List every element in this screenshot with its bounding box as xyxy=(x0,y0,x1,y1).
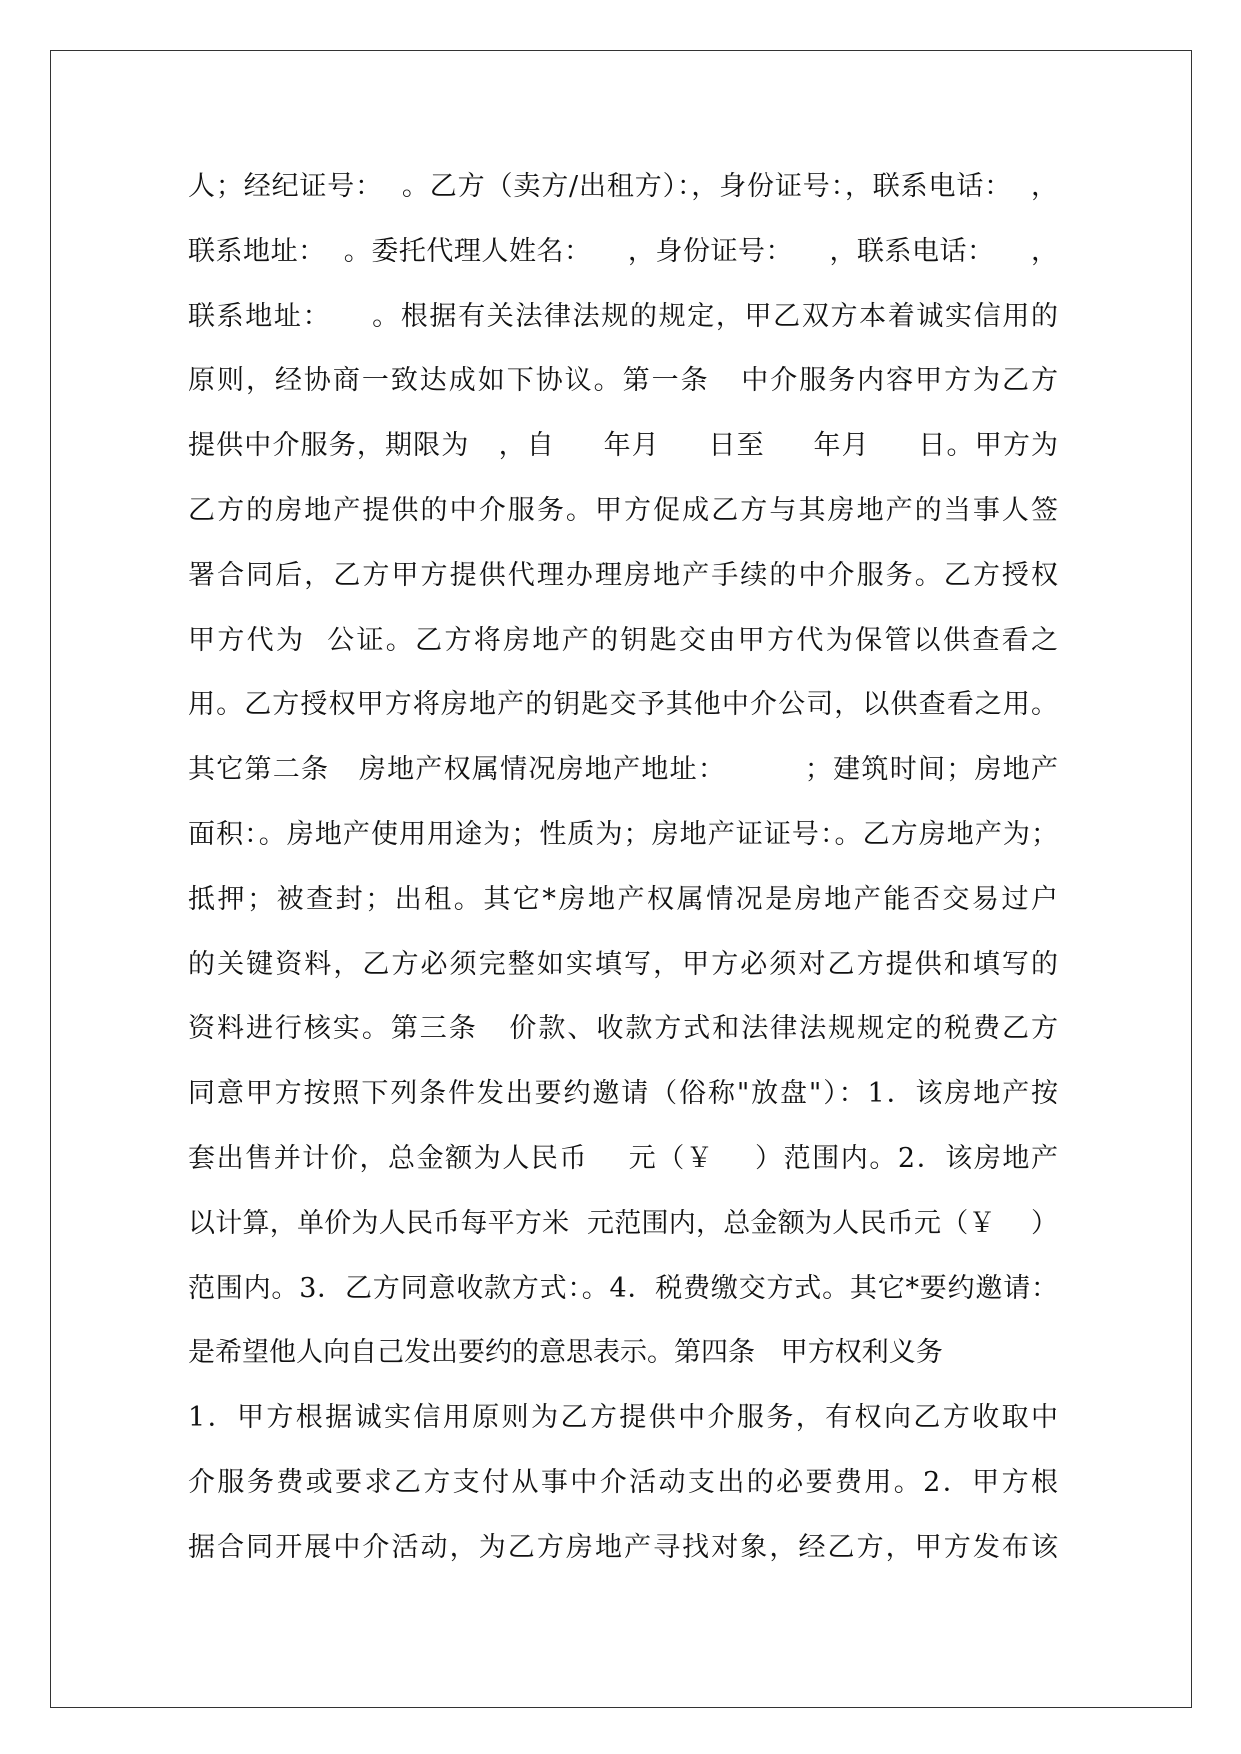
text-line: 提供中介服务，期限为 ，自 年月 日至 年月 日。甲方为 xyxy=(188,430,1058,462)
text-line: 范围内。3．乙方同意收款方式：。4．税费缴交方式。其它*要约邀请： xyxy=(188,1272,1058,1304)
text-line: 资料进行核实。第三条 价款、收款方式和法律法规规定的税费乙方 xyxy=(188,1013,1058,1045)
text-line: 联系地址： 。委托代理人姓名： ，身份证号： ，联系电话： ， xyxy=(188,235,1058,267)
text-line: 的关键资料，乙方必须完整如实填写，甲方必须对乙方提供和填写的 xyxy=(188,948,1058,980)
document-body xyxy=(188,155,1058,1581)
text-line: 同意甲方按照下列条件发出要约邀请（俗称"放盘"）：1．该房地产按 xyxy=(188,1078,1058,1110)
text-line: 联系地址： 。根据有关法律法规的规定，甲乙双方本着诚实信用的 xyxy=(188,300,1058,332)
text-line: 其它第二条 房地产权属情况房地产地址： ；建筑时间；房地产 xyxy=(188,754,1058,786)
text-line: 署合同后，乙方甲方提供代理办理房地产手续的中介服务。乙方授权 xyxy=(188,559,1058,591)
text-line: 据合同开展中介活动，为乙方房地产寻找对象，经乙方，甲方发布该 xyxy=(188,1531,1058,1563)
text-line: 套出售并计价，总金额为人民币 元（￥ ）范围内。2．该房地产 xyxy=(188,1142,1058,1174)
text-line: 原则，经协商一致达成如下协议。第一条 中介服务内容甲方为乙方 xyxy=(188,365,1058,397)
text-line: 是希望他人向自己发出要约的意思表示。第四条 甲方权利义务 xyxy=(188,1337,943,1369)
text-line: 用。乙方授权甲方将房地产的钥匙交予其他中介公司，以供查看之用。 xyxy=(188,689,1058,721)
text-line: 人；经纪证号： 。乙方（卖方/出租方）：，身份证号：，联系电话： ， xyxy=(188,171,1058,202)
text-line: 甲方代为 公证。乙方将房地产的钥匙交由甲方代为保管以供查看之 xyxy=(188,624,1058,656)
text-line: 1．甲方根据诚实信用原则为乙方提供中介服务，有权向乙方收取中 xyxy=(188,1402,1058,1434)
text-line: 介服务费或要求乙方支付从事中介活动支出的必要费用。2．甲方根 xyxy=(188,1466,1058,1498)
text-line: 抵押；被查封；出租。其它*房地产权属情况是房地产能否交易过户 xyxy=(188,883,1058,915)
text-line: 以计算，单价为人民币每平方米 元范围内，总金额为人民币元（￥ ） xyxy=(188,1207,1058,1239)
text-line: 乙方的房地产提供的中介服务。甲方促成乙方与其房地产的当事人签 xyxy=(188,494,1058,526)
text-line: 面积：。房地产使用用途为；性质为；房地产证证号：。乙方房地产为； xyxy=(188,818,1058,850)
